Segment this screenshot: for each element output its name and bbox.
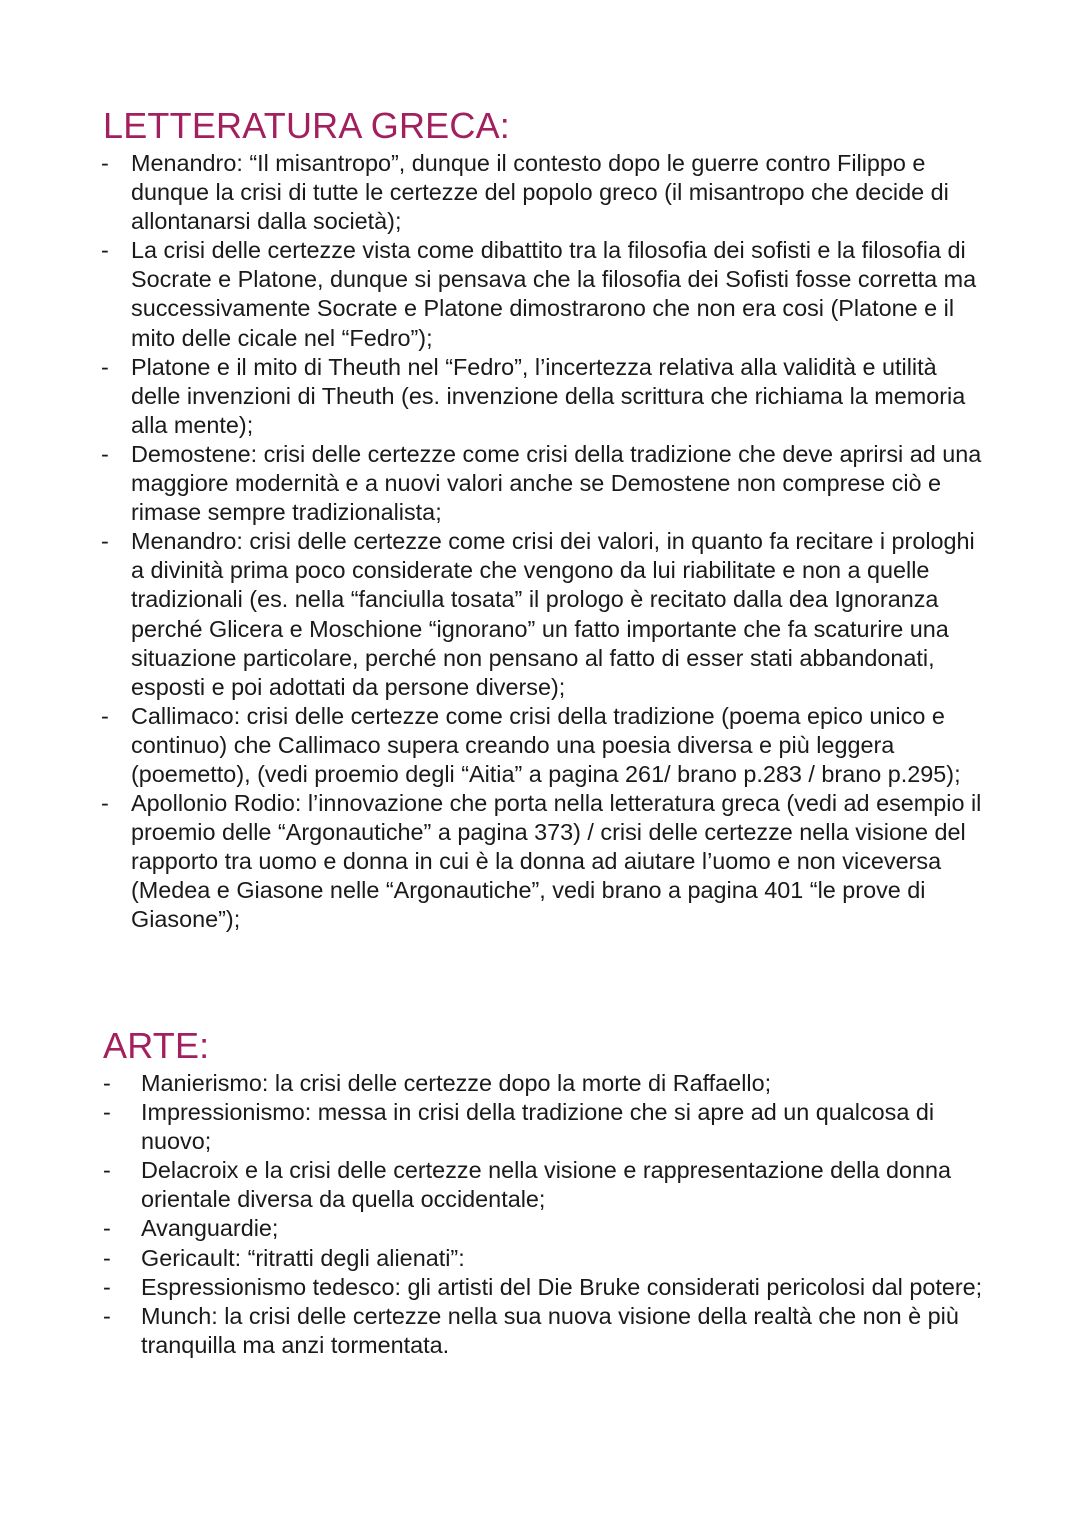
section-title: LETTERATURA GRECA: [103,105,511,146]
list-item-text: Munch: la crisi delle certezze nella sua nuova visione della realtà che non è più tranquilla ma anzi tormentata. [141,1302,959,1358]
list-item [103,149,983,236]
list-item [103,702,983,789]
list-item-text: Espressionismo tedesco: gli artisti del Die Bruke considerati pericolosi dal potere; [141,1273,983,1300]
list-item [103,236,983,352]
dash-bullet: - [103,1302,111,1329]
dash-bullet: - [103,1215,111,1242]
list-item [103,527,983,702]
dash-bullet: - [103,1099,111,1126]
list-item-text: La crisi delle certezze vista come dibattito tra la filosofia dei sofisti e la filosofia di Socrate e Platone, dunque si pensava che la filosofia dei Sofisti fosse corretta ma successivamente Socrate e Platone dimostrarono che non era cosi (Platone e il mito delle cicale nel “Fedro”); [131,237,977,351]
list-item-text: Manierismo: la crisi delle certezze dopo la morte di Raffaello; [141,1070,772,1096]
dash-bullet: - [103,1244,111,1271]
dash-bullet: - [101,150,109,176]
list-item [103,1098,983,1156]
list-item-text: Platone e il mito di Theuth nel “Fedro”, l’incertezza relativa alla validità e utilità delle invenzioni di Theuth (es. invenzione della scrittura che richiama la memoria alla mente); [131,353,966,438]
list-item [103,353,983,440]
list-item [103,440,983,527]
dash-bullet: - [101,440,109,467]
list-item [103,1069,983,1098]
section-title: ARTE: [103,1025,210,1066]
dash-bullet: - [103,1070,111,1096]
list-item-text: Menandro: crisi delle certezze come crisi dei valori, in quanto fa recitare i prologhi a divinità prima poco considerate che vengono da lui riabilitate e non a quelle tradizionali (es. nella “fanciulla tosata” il prologo è recitato dalla dea Ignoranza perché Glicera e Moschione “ignorano” un fatto importante che fa scaturire una situazione particolare, perché non pensano al fatto di esser stati abbandonati, esposti e poi adottati da persone diverse); [131,528,975,700]
dash-bullet: - [101,702,109,729]
dash-bullet: - [103,1157,111,1184]
list-item [103,1302,983,1360]
list-item-text: Apollonio Rodio: l’innovazione che porta nella letteratura greca (vedi ad esempio il proemio delle “Argonautiche” a pagina 373) / crisi delle certezze nella visione del rapporto tra uomo e donna in cui è la donna ad aiutare l’uomo e non viceversa (Medea e Giasone nelle “Argonautiche”, vedi brano a pagina 401 “le prove di Giasone”); [131,790,982,933]
list-item [103,1244,983,1273]
section-letteratura-greca [103,106,983,935]
list-item-text: Avanguardie; [141,1215,279,1242]
list-item [103,789,983,934]
list-item-text: Demostene: crisi delle certezze come crisi della tradizione che deve aprirsi ad una maggiore modernità e a nuovi valori anche se Demostene non comprese ciò e rimase sempre tradizionalista; [131,440,982,526]
dash-bullet: - [103,1273,111,1300]
bullet-list [103,149,983,935]
dash-bullet: - [101,528,109,555]
section-arte [103,1026,983,1360]
dash-bullet: - [101,790,109,817]
bullet-list [103,1069,983,1360]
list-item-text: Menandro: “Il misantropo”, dunque il contesto dopo le guerre contro Filippo e dunque la crisi di tutte le certezze del popolo greco (il misantropo che decide di allontanarsi dalla società); [131,150,949,235]
list-item-text: Callimaco: crisi delle certezze come crisi della tradizione (poema epico unico e continuo) che Callimaco supera creando una poesia diversa e più leggera (poemetto), (vedi proemio degli “Aitia” a pagina 261/ brano p.283 / brano p.295); [131,702,961,787]
dash-bullet: - [101,237,109,264]
list-item [103,1214,983,1243]
list-item-text: Gericault: “ritratti degli alienati”: [141,1244,465,1271]
list-item [103,1273,983,1302]
list-item-text: Delacroix e la crisi delle certezze nella visione e rappresentazione della donna orientale diversa da quella occidentale; [141,1157,952,1213]
list-item [103,1156,983,1214]
dash-bullet: - [101,353,109,380]
list-item-text: Impressionismo: messa in crisi della tradizione che si apre ad un qualcosa di nuovo; [141,1099,935,1155]
